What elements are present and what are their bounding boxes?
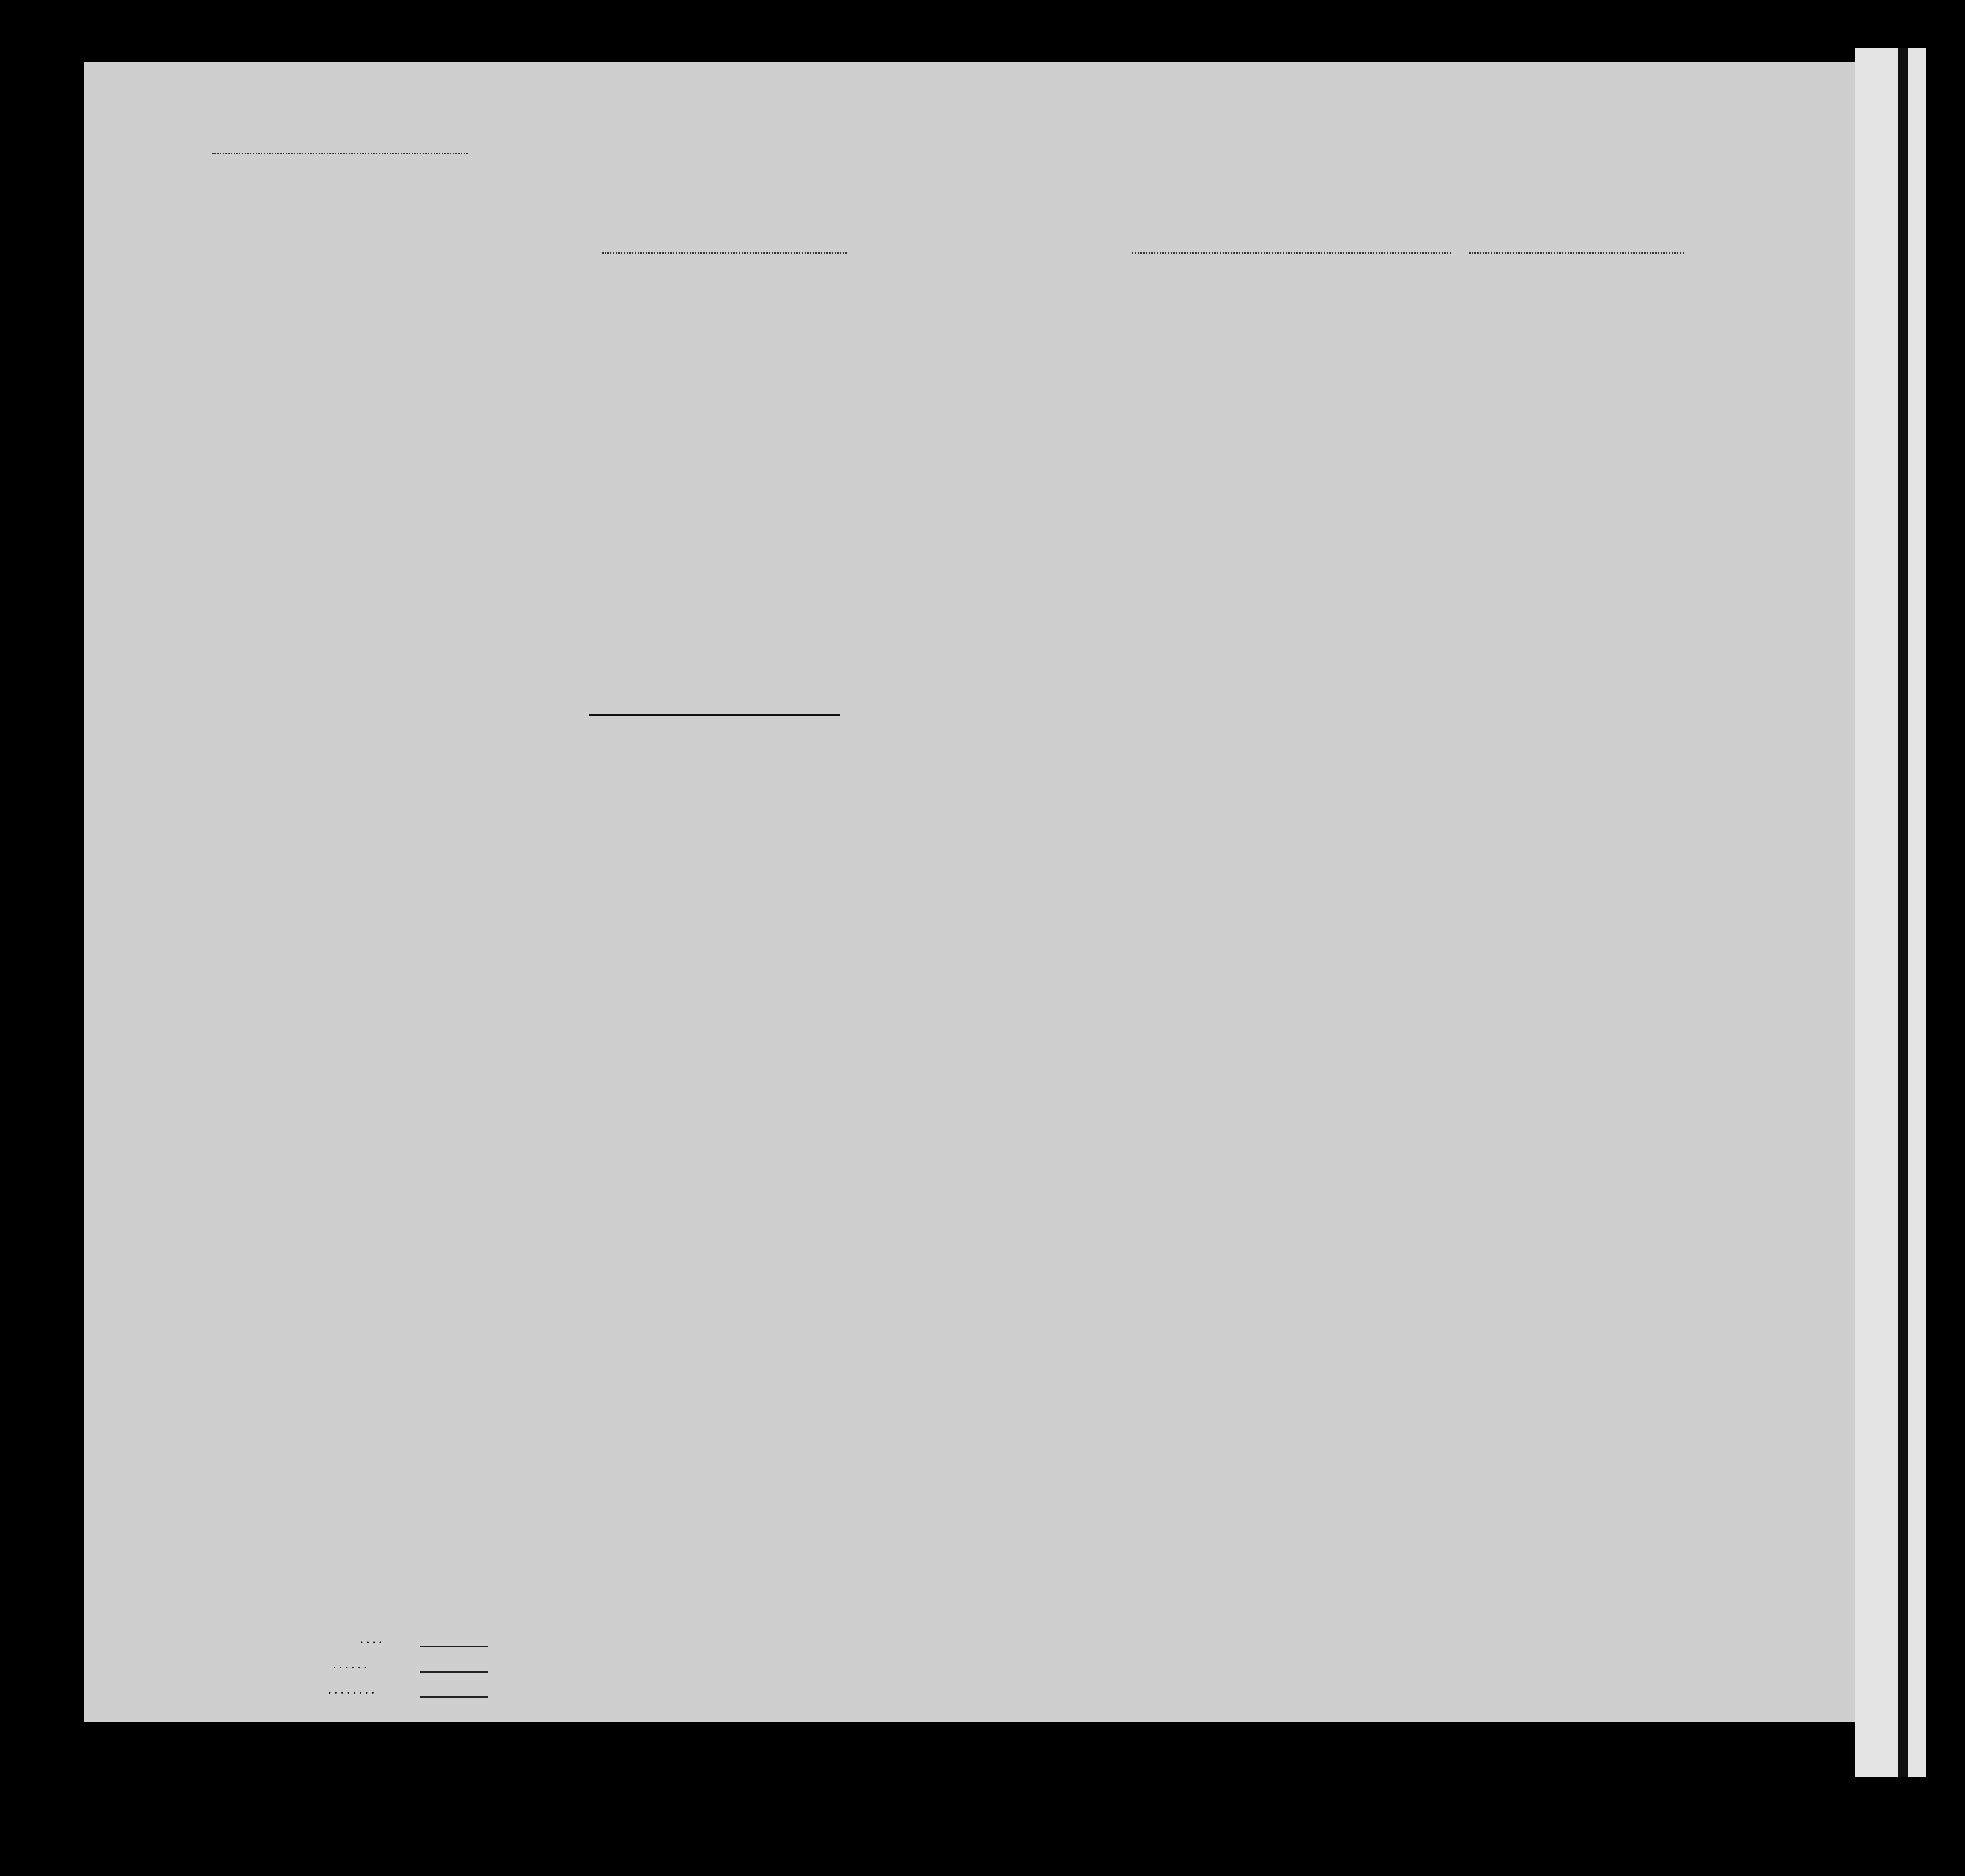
citizens-line: [420, 1671, 488, 1673]
date-line: [1469, 252, 1684, 254]
aliens-dots: ........: [329, 1684, 378, 1696]
citizens-dots: ......: [333, 1659, 370, 1671]
aliens-line: [420, 1696, 488, 1698]
list-line: [212, 153, 468, 154]
port-line: [1132, 252, 1451, 254]
total-line: [420, 1646, 488, 1647]
total-dots: ....: [361, 1634, 385, 1646]
purser-line: [589, 714, 840, 716]
ship-line: [602, 252, 847, 254]
